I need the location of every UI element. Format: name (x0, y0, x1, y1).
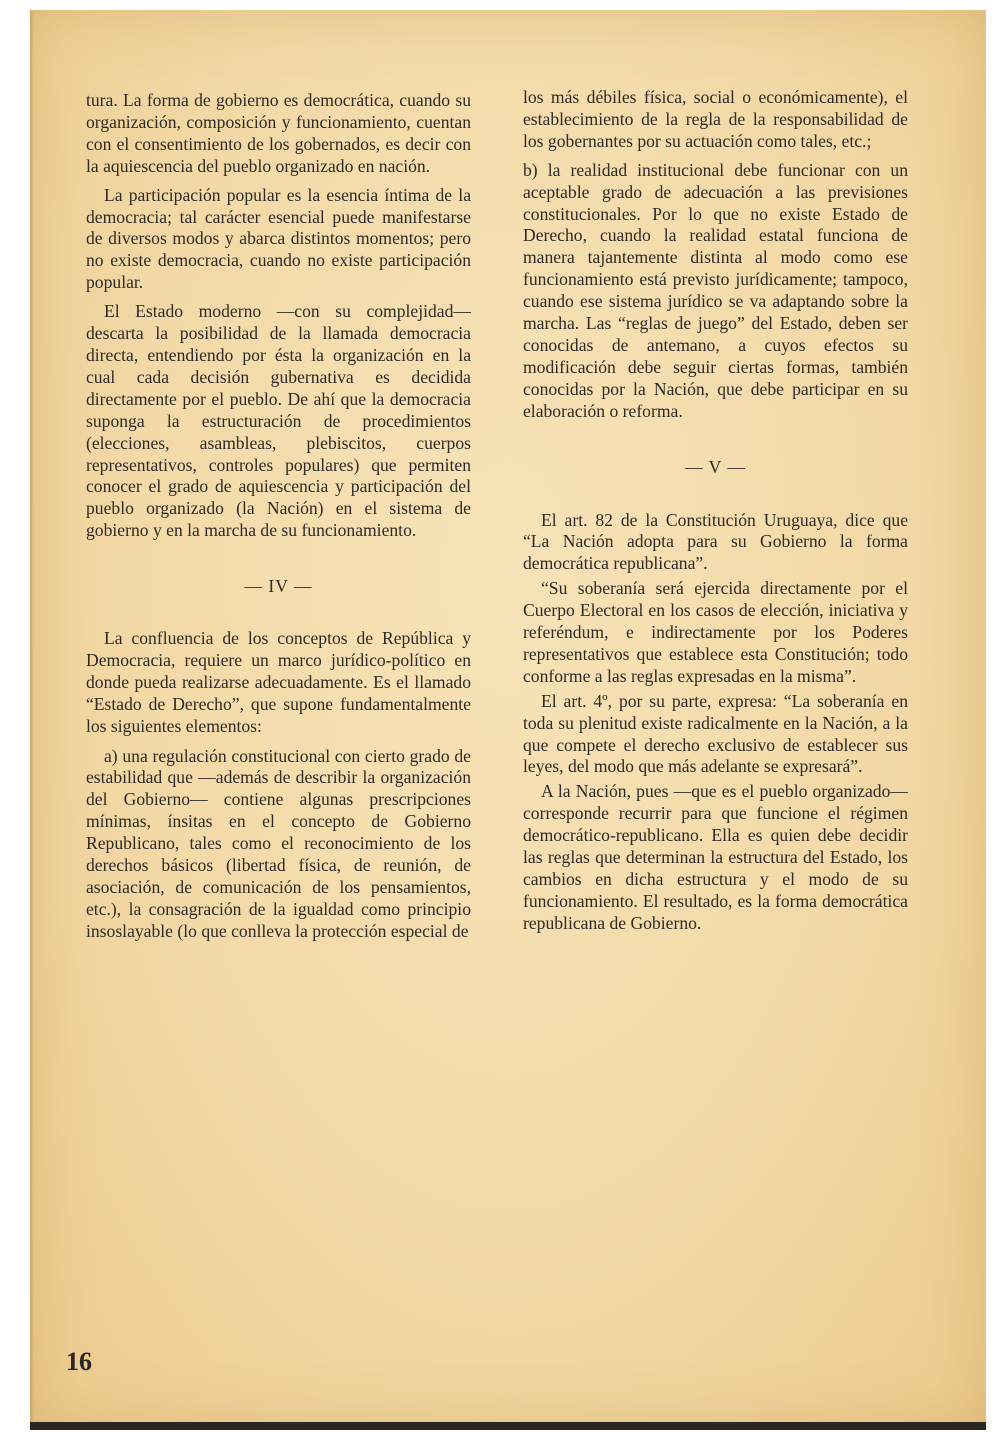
paragraph: tura. La forma de gobierno es democrática, cuando su organización, composición y funcionamiento, cuentan con el consentimiento de los gobernados, es decir con la aquiescencia del pueblo organizado en nación. (86, 90, 471, 176)
book-page (30, 10, 986, 1430)
paragraph: El art. 4º, por su parte, expresa: “La soberanía en toda su plenitud existe radicalmente en la Nación, a la que compete el derecho exclusivo de establecer sus leyes, del modo que más adelante se expresará”. (523, 690, 908, 777)
page-shadow-edge (30, 10, 34, 1430)
right-column (523, 87, 908, 942)
paragraph: A la Nación, pues —que es el pueblo organizado— corresponde recurrir para que funcione el régimen democrático-republicano. Ella es quien debe decidir las reglas que determinan la estructura del Estado, los cambios en dicha estructura y el modo de su funcionamiento. El resultado, es la forma democrática republicana de Gobierno. (523, 781, 908, 933)
quote-paragraph: “Su soberanía será ejercida directamente por el Cuerpo Electoral en los casos de elección, iniciativa y referéndum, e indirectamente por los Poderes representativos que establece esta Constitución; todo conforme a las reglas expresadas en la misma”. (523, 578, 908, 686)
list-item-a: a) una regulación constitucional con cierto grado de estabilidad que —además de describir la organización del Gobierno— contiene algunas prescripciones mínimas, ínsitas en el concepto de Gobierno Republicano, tales como el reconocimiento de los derechos básicos (libertad física, de reunión, de asociación, de comunicación de los pensamientos, etc.), la consagración de la igualdad como principio insoslayable (lo que conlleva la protección especial de (86, 745, 471, 941)
paragraph: El Estado moderno —con su complejidad— descarta la posibilidad de la llamada democracia directa, entendiendo por ésta la organización en la cual cada decisión gubernativa es decidida directamente por el pueblo. De ahí que la democracia suponga la estructuración de procedimientos (elecciones, asambleas, plebiscitos, cuerpos representativos, controles populares) que permiten conocer el grado de aquiescencia y participación del pueblo organizado (la Nación) en el sistema de gobierno y en la marcha de su funcionamiento. (86, 301, 471, 541)
page-number: 16 (66, 1347, 92, 1376)
left-column (86, 90, 471, 950)
section-heading-iv: — IV — (244, 576, 313, 597)
paragraph: La participación popular es la esencia íntima de la democracia; tal carácter esencial puede manifestarse de diversos modos y abarca distintos momentos; pero no existe democracia, cuando no existe participación popular. (86, 184, 471, 293)
scan-bottom-edge (30, 1422, 986, 1430)
paragraph: los más débiles física, social o económicamente), el establecimiento de la regla de la responsabilidad de los gobernantes por su actuación como tales, etc.; (523, 87, 908, 151)
section-heading-v: — V — (684, 456, 747, 477)
paragraph: El art. 82 de la Constitución Uruguaya, dice que “La Nación adopta para su Gobierno la forma democrática republicana”. (523, 509, 908, 574)
list-item-b: b) la realidad institucional debe funcionar con un aceptable grado de adecuación a las previsiones constitucionales. Por lo que no existe Estado de Derecho, cuando la realidad estatal funciona de manera tajantemente distinta al modo como ese funcionamiento está previsto jurídicamente; tampoco, cuando ese sistema jurídico se va adaptando sobre la marcha. Las “reglas de juego” del Estado, deben ser conocidas de antemano, a cuyos efectos su modificación debe seguir ciertas formas, también conocidas por la Nación, que debe participar en su elaboración o reforma. (523, 159, 908, 421)
paragraph: La confluencia de los conceptos de República y Democracia, requiere un marco jurídico-político en donde pueda realizarse adecuadamente. Es el llamado “Estado de Derecho”, que supone fundamentalmente los siguientes elementos: (86, 628, 471, 736)
